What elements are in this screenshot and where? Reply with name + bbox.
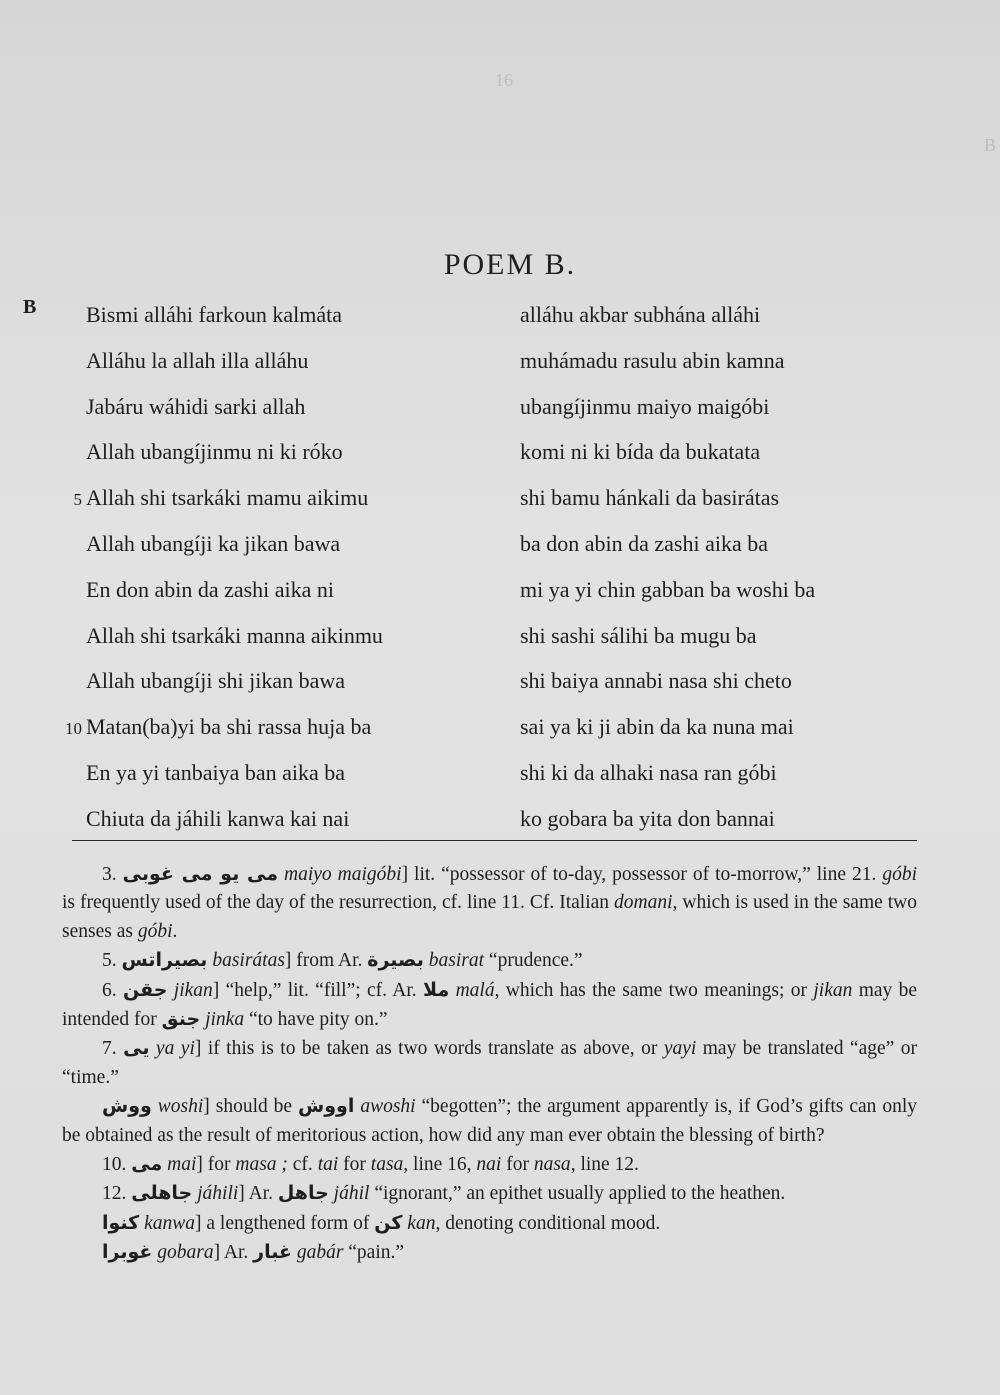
translit: jáhili: [197, 1183, 239, 1205]
translit: basirat: [428, 950, 485, 972]
line-number: 5: [73, 490, 82, 510]
footnotes: [62, 860, 917, 1268]
footnote-7: [62, 1034, 917, 1092]
footnote-divider: [72, 840, 917, 841]
translit: gobara: [157, 1242, 214, 1264]
arabic-word: كنوا: [102, 1211, 140, 1234]
note-text: may be translated “age” or “time.”: [62, 1038, 917, 1088]
poem-line: ubangíjinmu maiyo maigóbi: [520, 393, 770, 419]
footnote-6: [62, 976, 917, 1035]
poem-line: [60, 437, 480, 483]
poem-line: [60, 392, 480, 438]
arabic-word: مى: [131, 1153, 163, 1176]
translit: góbi: [137, 920, 173, 942]
poem-line: ba don abin da zashi aika ba: [520, 530, 769, 556]
translit: jáhil: [333, 1183, 370, 1205]
note-text: “begotten”; the argument apparently is, if God’s gifts can only be obtained as the result of meritorious action, how did any man ever obtain the blessing of birth?: [62, 1096, 917, 1146]
translit: góbi: [882, 864, 917, 885]
arabic-word: غوبرا: [102, 1241, 153, 1264]
line-text: En ya yi tanbaiya ban aika ba: [86, 759, 346, 785]
note-number: 5.: [102, 950, 117, 972]
translit: mai: [167, 1154, 197, 1176]
footnote-12: [62, 1179, 917, 1208]
translit: yayi: [663, 1038, 697, 1060]
arabic-word: مى يو مى غوبى: [122, 863, 279, 885]
arabic-word: جقن: [122, 978, 168, 1001]
poem-line: shi sashi sálihi ba mugu ba: [520, 622, 757, 648]
note-text: ] lit. “possessor of to-day, possessor of to-morrow,” line 21.: [401, 864, 883, 885]
line-number: 10: [65, 719, 82, 739]
poem-line: [60, 804, 480, 850]
translit: jikan: [813, 979, 853, 1001]
poem-line: [60, 575, 480, 621]
translit: kan: [407, 1212, 436, 1234]
note-text: , line 16,: [403, 1154, 477, 1176]
faint-page-number: 16: [495, 70, 513, 90]
note-text: “ignorant,” an epithet usually applied to the heathen.: [369, 1183, 786, 1205]
poem-line: mi ya yi chin gabban ba woshi ba: [520, 576, 816, 602]
poem-line: [60, 300, 480, 346]
note-text: “to have pity on.”: [244, 1009, 388, 1031]
translit: basirátas: [212, 950, 285, 972]
footnote-12-kanwa: [62, 1209, 917, 1238]
note-text: ] “help,” lit. “fill”; cf. Ar.: [212, 979, 424, 1001]
line-text: Allah shi tsarkáki mamu aikimu: [86, 485, 369, 511]
footnote-10: [62, 1150, 917, 1179]
poem-line: komi ni ki bída da bukatata: [520, 439, 761, 465]
poem-left-column: [60, 300, 480, 850]
note-text: ] Ar.: [213, 1242, 254, 1264]
line-text: En don abin da zashi aika ni: [86, 576, 335, 602]
poem-line: alláhu akbar subhána alláhi: [520, 302, 761, 327]
poem-line: shi baiya annabi nasa shi cheto: [520, 668, 792, 694]
arabic-word: اووش: [298, 1095, 355, 1118]
line-text: Jabáru wáhidi sarki allah: [86, 393, 306, 419]
poem-line: [60, 712, 480, 758]
section-letter: B: [23, 296, 37, 318]
footnote-7-woshi: [62, 1092, 917, 1150]
note-text: ] Ar.: [238, 1183, 278, 1205]
translit: jikan: [173, 979, 213, 1001]
poem-line: [60, 666, 480, 712]
arabic-word: كن: [374, 1211, 403, 1234]
translit: masa ;: [235, 1154, 288, 1176]
line-text: Allah shi tsarkáki manna aikinmu: [86, 622, 383, 648]
note-text: may be intended for: [62, 979, 918, 1031]
note-text: , line 12.: [570, 1154, 639, 1176]
margin-letter: B: [984, 135, 997, 155]
note-number: 10.: [102, 1154, 127, 1176]
arabic-word: ووش: [102, 1095, 152, 1118]
translit: domani: [614, 892, 673, 914]
note-text: , denoting conditional mood.: [435, 1212, 661, 1234]
poem-line: [60, 483, 480, 529]
note-text: ] for: [196, 1154, 236, 1176]
arabic-word: بصيراتس: [121, 949, 208, 972]
translit: tasa: [370, 1154, 404, 1176]
note-text: ] if this is to be taken as two words translate as above, or: [194, 1038, 664, 1060]
note-number: 3.: [102, 864, 117, 885]
footnote-5: [62, 946, 917, 975]
line-text: Chiuta da jáhili kanwa kai nai: [86, 805, 350, 831]
arabic-word: جاهلى: [131, 1182, 193, 1205]
poem-right-column: [520, 300, 940, 850]
note-text: for: [338, 1154, 371, 1176]
note-text: cf.: [287, 1154, 318, 1176]
note-text: , which is used in the same two senses as: [62, 892, 917, 942]
arabic-word: بصيرة: [367, 949, 424, 972]
line-text: Alláhu la allah illa alláhu: [86, 347, 309, 373]
note-text: ] should be: [203, 1096, 299, 1118]
arabic-word: جنق: [161, 1008, 201, 1031]
poem-line: [60, 529, 480, 575]
note-text: for: [501, 1154, 534, 1176]
note-text: .: [172, 920, 178, 942]
footnote-12-gobara: [62, 1238, 917, 1267]
line-text: Allah ubangíji ka jikan bawa: [86, 530, 341, 556]
poem-line: sai ya ki ji abin da ka nuna mai: [520, 714, 794, 740]
line-text: Bismi alláhi farkoun kalmáta: [86, 302, 342, 327]
translit: jinka: [205, 1009, 245, 1031]
poem-line: [60, 758, 480, 804]
translit: tai: [317, 1154, 339, 1176]
poem-line: muhámadu rasulu abin kamna: [520, 347, 785, 373]
note-text: “prudence.”: [484, 950, 583, 972]
footnote-3: [62, 860, 917, 946]
translit: ya yi: [155, 1038, 195, 1060]
note-text: , which has the same two meanings; or: [494, 979, 814, 1001]
arabic-word: يى: [123, 1037, 150, 1060]
translit: nasa: [533, 1154, 571, 1176]
translit: nai: [476, 1154, 502, 1176]
arabic-word: جاهل: [277, 1182, 329, 1205]
poem-line: shi bamu hánkali da basirátas: [520, 485, 780, 511]
note-number: 12.: [102, 1183, 127, 1205]
note-number: 6.: [102, 979, 117, 1001]
translit: kanwa: [144, 1212, 196, 1234]
note-text: is frequently used of the day of the resurrection, cf. line 11. Cf. Italian: [62, 892, 615, 914]
note-number: 7.: [102, 1038, 117, 1060]
arabic-word: ملا: [423, 978, 450, 1001]
translit: awoshi: [360, 1096, 416, 1118]
poem-line: [60, 621, 480, 667]
poem-line: [60, 346, 480, 392]
poem-line: ko gobara ba yita don bannai: [520, 805, 775, 831]
note-text: “pain.”: [343, 1242, 405, 1264]
line-text: Matan(ba)yi ba shi rassa huja ba: [86, 714, 372, 740]
line-text: Allah ubangíjinmu ni ki róko: [86, 439, 343, 465]
note-text: ] from Ar.: [284, 950, 368, 972]
translit: gabár: [296, 1242, 344, 1264]
translit: malá: [455, 979, 495, 1001]
poem-line: shi ki da alhaki nasa ran góbi: [520, 759, 777, 785]
line-text: Allah ubangíji shi jikan bawa: [86, 668, 346, 694]
translit: maiyo maigóbi: [284, 864, 402, 885]
poem-title: POEM B.: [443, 248, 577, 281]
note-text: ] a lengthened form of: [195, 1212, 375, 1234]
translit: woshi: [157, 1096, 204, 1118]
arabic-word: غبار: [253, 1241, 292, 1264]
